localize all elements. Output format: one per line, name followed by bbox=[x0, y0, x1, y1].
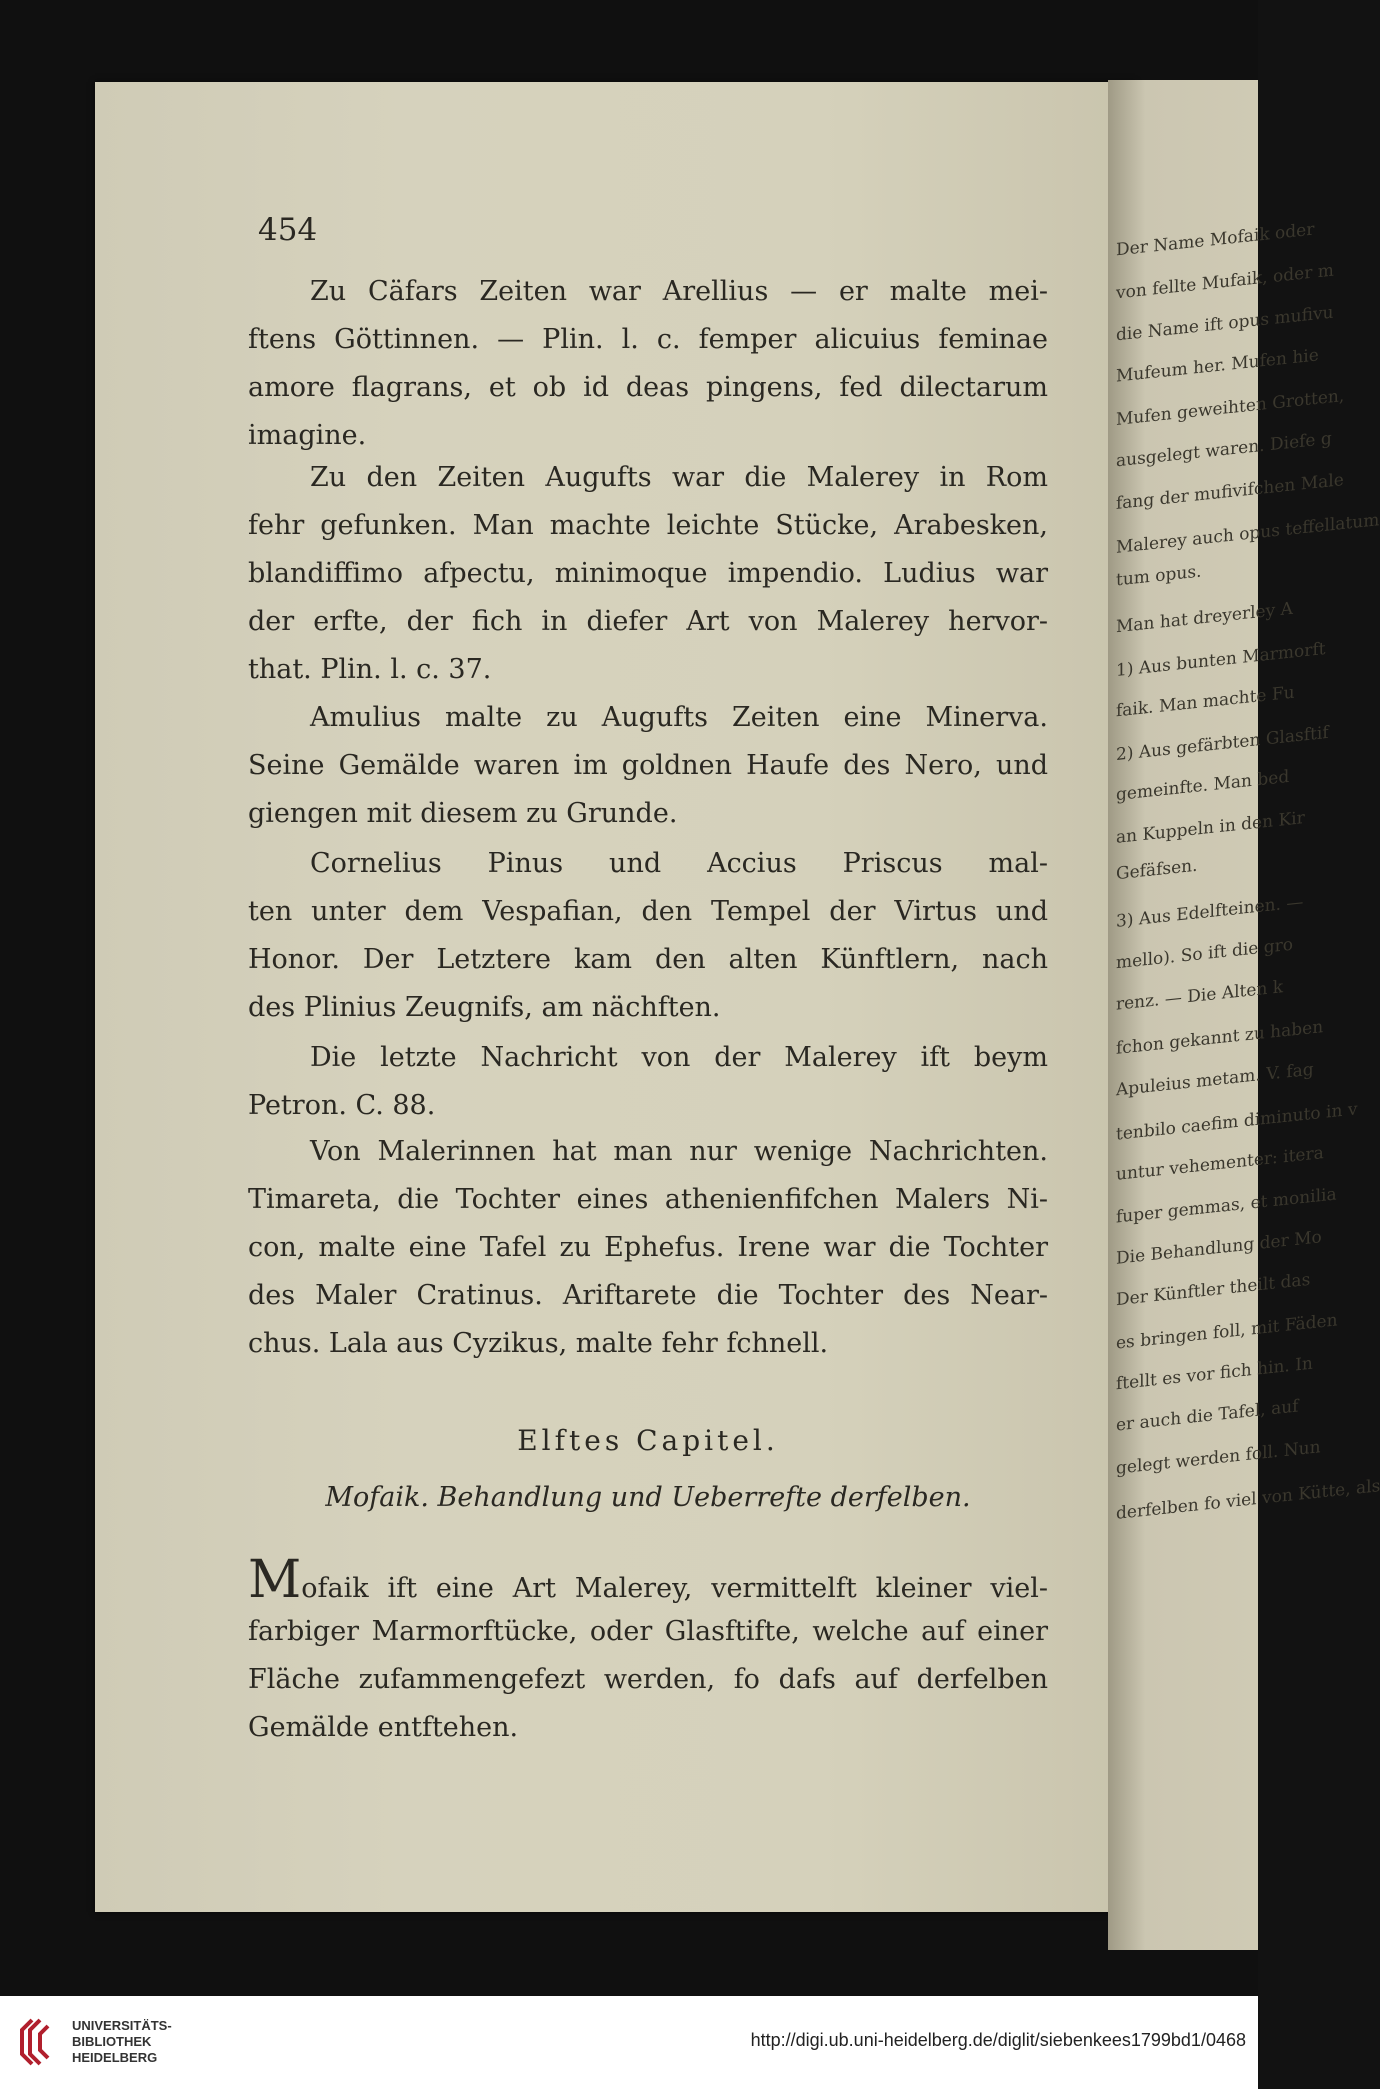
paragraph-2 bbox=[248, 454, 1048, 694]
text-line: Zu den Zeiten Augufts war die Malerey in Rom bbox=[310, 462, 1048, 493]
facing-page-line: Die Behandlung der Mo bbox=[1116, 1227, 1322, 1269]
facing-page-line: Apuleius metam. V. fag bbox=[1116, 1059, 1314, 1101]
text-line: farbiger Marmorftücke, oder Glasftifte, welche auf einer bbox=[248, 1616, 1048, 1647]
text-line-content: ofaik ift eine Art Malerey, vermittelft kleiner viel- bbox=[301, 1573, 1048, 1604]
text-line: des Maler Cratinus. Ariftarete die Tochter des Near- bbox=[248, 1280, 1048, 1311]
paragraph-1 bbox=[248, 268, 1048, 460]
facing-page-line: Mufen geweihten Grotten, bbox=[1116, 386, 1345, 430]
text-line: chus. Lala aus Cyzikus, malte fehr fchnell. bbox=[248, 1328, 829, 1359]
text-line: imagine. bbox=[248, 420, 367, 451]
library-name-line: HEIDELBERG bbox=[72, 2050, 158, 2065]
facing-page-line: untur vehementer: itera bbox=[1116, 1143, 1324, 1185]
text-line: Seine Gemälde waren im goldnen Haufe des Nero, und bbox=[248, 750, 1048, 781]
text-line: Die letzte Nachricht von der Malerey ift beym bbox=[310, 1042, 1048, 1073]
facing-page-line: Der Name Mofaik oder bbox=[1116, 219, 1315, 261]
facing-page-line: gemeinfte. Man bed bbox=[1116, 766, 1290, 806]
paragraph-4 bbox=[248, 840, 1048, 1032]
text-line: giengen mit diesem zu Grunde. bbox=[248, 798, 678, 829]
chapter-title: Elftes Capitel. bbox=[517, 1424, 779, 1457]
text-line: des Plinius Zeugnifs, am nächften. bbox=[248, 992, 721, 1023]
text-line: con, malte eine Tafel zu Ephefus. Irene war die Tochter bbox=[248, 1232, 1048, 1263]
facing-page-line: Mufeum her. Mufen hie bbox=[1116, 345, 1319, 387]
facing-page-line: renz. — Die Alten k bbox=[1116, 977, 1284, 1015]
facing-page-line: die Name ift opus mufivu bbox=[1116, 302, 1334, 346]
text-line: Gemälde entftehen. bbox=[248, 1712, 519, 1743]
facing-page-line: Gefäfsen. bbox=[1116, 855, 1198, 885]
text-line: Honor. Der Letztere kam den alten Künftlern, nach bbox=[248, 944, 1048, 975]
text-line: Amulius malte zu Augufts Zeiten eine Minerva. bbox=[310, 702, 1048, 733]
facing-page bbox=[1108, 80, 1380, 1950]
paragraph-6 bbox=[248, 1128, 1048, 1368]
text-line: Zu Cäfars Zeiten war Arellius — er malte mei- bbox=[310, 276, 1048, 307]
footer-bar bbox=[0, 1996, 1258, 2089]
facing-page-line: 2) Aus gefärbten Glasftif bbox=[1116, 722, 1329, 766]
paragraph-3 bbox=[248, 694, 1048, 838]
facing-page-line: tum opus. bbox=[1116, 561, 1202, 591]
facing-page-line: es bringen foll, mit Fäden bbox=[1116, 1310, 1338, 1354]
text-line: Cornelius Pinus und Accius Priscus mal- bbox=[310, 848, 1048, 879]
chapter-subtitle: Mofaik. Behandlung und Ueberrefte derfelben. bbox=[325, 1482, 971, 1513]
facing-page-line: fang der mufivifchen Male bbox=[1116, 470, 1344, 514]
facing-page-line: tenbilo caefim diminuto in v bbox=[1116, 1099, 1358, 1145]
facing-page-line: ausgelegt waren. Diefe g bbox=[1116, 428, 1332, 472]
library-name-line: UNIVERSITÄTS- bbox=[72, 2018, 172, 2033]
text-line: Petron. C. 88. bbox=[248, 1090, 436, 1121]
facing-page-line: faik. Man machte Fu bbox=[1116, 682, 1295, 722]
paragraph-5 bbox=[248, 1034, 1048, 1130]
facing-page-line: fchon gekannt zu haben bbox=[1116, 1017, 1324, 1059]
text-line: amore flagrans, et ob id deas pingens, fed dilectarum bbox=[248, 372, 1048, 403]
facing-page-line: 1) Aus bunten Marmorft bbox=[1116, 638, 1326, 682]
library-name bbox=[72, 2018, 172, 2066]
text-line bbox=[248, 1550, 1048, 1610]
text-line: that. Plin. l. c. 37. bbox=[248, 654, 492, 685]
facing-page-line: Malerey auch opus teffellatum bbox=[1116, 510, 1380, 558]
text-line: ftens Göttinnen. — Plin. l. c. femper alicuius feminae bbox=[248, 324, 1048, 355]
facing-page-line: 3) Aus Edelfteinen. — bbox=[1116, 892, 1304, 932]
text-line: Timareta, die Tochter eines athenienfifchen Malers Ni- bbox=[248, 1184, 1048, 1215]
facing-page-line: von fellte Mufaik, oder m bbox=[1116, 260, 1334, 304]
facing-page-line: derfelben fo viel von Kütte, als bbox=[1116, 1476, 1380, 1524]
library-logo-icon bbox=[18, 2016, 62, 2068]
page-number: 454 bbox=[258, 212, 318, 248]
library-name-line: BIBLIOTHEK bbox=[72, 2034, 152, 2049]
facing-page-line: Der Künftler theilt das bbox=[1116, 1269, 1311, 1311]
facing-page-line: Man hat dreyerley A bbox=[1116, 598, 1293, 638]
drop-cap: M bbox=[248, 1550, 302, 1610]
text-line: der erfte, der fich in diefer Art von Malerey hervor- bbox=[248, 606, 1048, 637]
text-line: Fläche zufammengefezt werden, fo dafs auf derfelben bbox=[248, 1664, 1048, 1695]
facing-page-line: fuper gemmas, et monilia bbox=[1116, 1184, 1337, 1228]
source-url-link[interactable]: http://digi.ub.uni-heidelberg.de/diglit/siebenkees1799bd1/0468 bbox=[750, 2030, 1246, 2050]
chapter-paragraph bbox=[248, 1550, 1048, 1752]
text-line: fehr gefunken. Man machte leichte Stücke, Arabesken, bbox=[248, 510, 1048, 541]
facing-page-line: ftellt es vor fich hin. In bbox=[1116, 1353, 1313, 1395]
text-line: ten unter dem Vespafian, den Tempel der Virtus und bbox=[248, 896, 1048, 927]
facing-page-line: er auch die Tafel, auf bbox=[1116, 1396, 1299, 1436]
facing-page-line: gelegt werden foll. Nun bbox=[1116, 1437, 1321, 1479]
facing-page-line: an Kuppeln in den Kir bbox=[1116, 808, 1305, 848]
text-line: Von Malerinnen hat man nur wenige Nachrichten. bbox=[310, 1136, 1048, 1167]
text-line: blandiffimo afpectu, minimoque impendio. Ludius war bbox=[248, 558, 1048, 589]
facing-page-line: mello). So ift die gro bbox=[1116, 934, 1294, 974]
